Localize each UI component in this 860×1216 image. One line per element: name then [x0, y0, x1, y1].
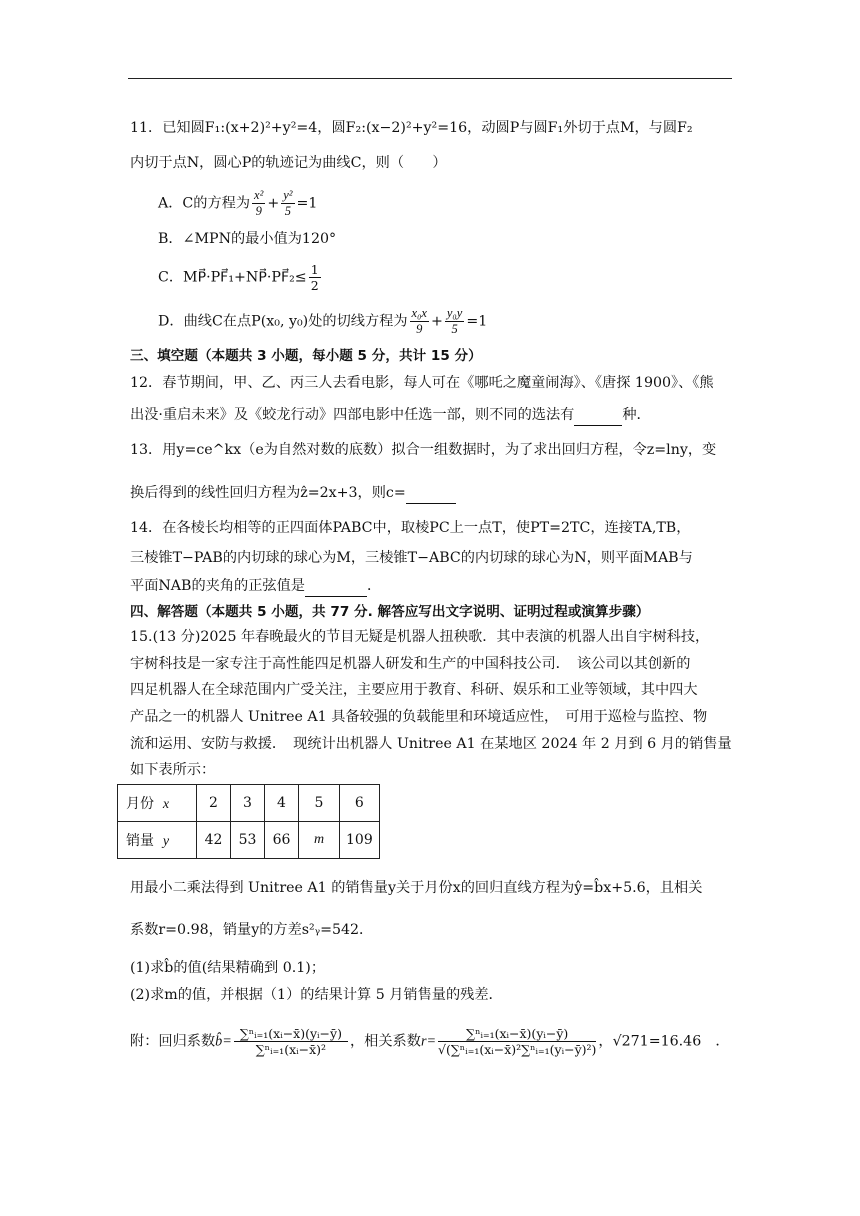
option-c-text: C．MP⃗·PF⃗₁+NP⃗·PF⃗₂≤ [158, 269, 307, 286]
q15-line7: 用最小二乘法得到 Unitree A1 的销售量y关于月份x的回归直线方程为ŷ=b̂x+5.6，且相关 [130, 880, 703, 896]
fraction-x2-9: $\frac{\text{x²}}{9}$ [254, 188, 264, 218]
q15-line5: 流和运用、安防与救援． 现统计出机器人 Unitree A1 在某地区 2024 年 2 月到 6 月的销售量 [130, 736, 732, 752]
sales-table [117, 784, 380, 859]
table-header-sales: 销量 y [118, 822, 197, 859]
table-cell: m [299, 822, 340, 859]
q11-line2: 内切于点N，圆心P的轨迹记为曲线C，则（ ） [130, 155, 447, 171]
table-row [118, 785, 380, 822]
q15-line3: 四足机器人在全球范围内广受关注，主要应用于教育、科研、娱乐和工业等领域，其中四大 [130, 682, 698, 698]
table-cell: 5 [299, 785, 340, 822]
table-cell: 6 [340, 785, 380, 822]
fraction-y2-5: $\frac{\text{y²}}{5}$ [283, 188, 293, 218]
q12-line1: 12．春节期间，甲、乙、丙三人去看电影，每人可在《哪吒之魔童闹海》、《唐探 1900》、《熊 [130, 375, 714, 391]
q13-answer-blank[interactable] [406, 483, 456, 504]
q11-option-c[interactable] [158, 262, 323, 293]
q11-option-a[interactable]: A．C的方程为 $\frac{\text{x²}}{9}$ + $\frac{\text{y²}}{5}$ =1 [158, 188, 318, 218]
section-3-heading: 三、填空题（本题共 3 小题，每小题 5 分，共计 15 分） [130, 348, 482, 364]
option-a-text: A．C的方程为 [158, 195, 251, 212]
table-cell: 42 [197, 822, 231, 859]
q12-line2: 出没·重启未来》及《蛟龙行动》四部电影中任选一部，则不同的选法有 种． [130, 405, 651, 426]
q14-line1: 14．在各棱长均相等的正四面体PABC中，取棱PC上一点T，使PT=2TC，连接TA,TB， [130, 520, 691, 536]
q11-line1: 11．已知圆F₁:(x+2)²+y²=4，圆F₂:(x−2)²+y²=16，动圆P与圆F₁外切于点M，与圆F₂ [130, 120, 693, 136]
table-cell: 2 [197, 785, 231, 822]
table-row [118, 822, 380, 859]
q13-line1: 13．用y=ce^kx（e为自然对数的底数）拟合一组数据时，为了求出回归方程，令z=lny，变 [130, 442, 717, 458]
fraction-y0y-5: $\frac{\text{y₀y}}{5}$ [446, 306, 463, 336]
section-4-heading: 四、解答题（本题共 5 小题，共 77 分. 解答应写出文字说明、证明过程或演算步骤） [130, 604, 650, 620]
table-cell: 66 [265, 822, 299, 859]
table-cell: 3 [231, 785, 265, 822]
fraction-x0x-9: $\frac{\text{x₀x}}{9}$ [411, 306, 427, 336]
q11-option-d[interactable]: D．曲线C在点P(x₀, y₀)处的切线方程为 $\frac{\text{x₀x}}{9}$ + $\frac{\text{y₀y}}{5}$ =1 [158, 306, 488, 336]
q15-line4: 产品之一的机器人 Unitree A1 具备较强的负载能里和环境适应性， 可用于巡检与监控、物 [130, 709, 708, 725]
q15-part1: (1)求b̂的值(结果精确到 0.1)； [130, 960, 326, 976]
fraction-one-half: $\frac{1}{2}$ [310, 262, 319, 293]
q14-answer-blank[interactable] [305, 576, 367, 597]
regression-coefficient-formula: $\frac{\text{∑ⁿᵢ₌₁(xᵢ−x̄)(yᵢ−ȳ)}}{\text{∑ⁿᵢ₌₁(xᵢ−x̄)²}}$ [234, 1026, 348, 1057]
q15-line2: 宇树科技是一家专注于高性能四足机器人研发和生产的中国科技公司． 该公司以其创新的 [130, 656, 691, 672]
option-d-text: D．曲线C在点P(x₀, y₀)处的切线方程为 [158, 313, 408, 330]
q11-option-b[interactable]: B．∠MPN的最小值为120° [158, 231, 337, 247]
q15-line1: 15.(13 分)2025 年春晚最火的节目无疑是机器人扭秧歌．其中表演的机器人出自宇树科技， [130, 629, 710, 645]
header-rule [128, 78, 732, 79]
table-cell: 109 [340, 822, 380, 859]
q15-line6: 如下表所示： [130, 762, 216, 778]
q15-appendix: 附：回归系数b̂= $\frac{\text{∑ⁿᵢ₌₁(xᵢ−x̄)(yᵢ−ȳ)}}{\text{∑ⁿᵢ₌₁(xᵢ−x̄)²}}$ ，相关系数r= $\frac{\text{∑ⁿᵢ₌₁(xᵢ−x̄)(yᵢ−ȳ)}}{\text{√(∑ⁿᵢ₌₁(xᵢ−x̄)²∑ⁿᵢ₌₁(yᵢ−ȳ)²)}}$ ，√271=16.46 ． [130, 1026, 730, 1057]
table-cell: 4 [265, 785, 299, 822]
correlation-coefficient-formula: $\frac{\text{∑ⁿᵢ₌₁(xᵢ−x̄)(yᵢ−ȳ)}}{\text{√(∑ⁿᵢ₌₁(xᵢ−x̄)²∑ⁿᵢ₌₁(yᵢ−ȳ)²)}}$ [438, 1026, 597, 1057]
q14-line2: 三棱锥T−PAB的内切球的球心为M，三棱锥T−ABC的内切球的球心为N，则平面MAB与 [130, 550, 693, 566]
q15-part2: (2)求m的值，并根据（1）的结果计算 5 月销售量的残差． [130, 987, 503, 1003]
q15-line8: 系数r=0.98，销量y的方差s²ᵧ=542． [130, 922, 374, 938]
q13-line2: 换后得到的线性回归方程为ẑ=2x+3，则c= [130, 483, 456, 504]
table-cell: 53 [231, 822, 265, 859]
q14-line3: 平面NAB的夹角的正弦值是 ． [130, 576, 381, 597]
q12-answer-blank[interactable] [574, 405, 622, 426]
table-header-month: 月份 x [118, 785, 197, 822]
